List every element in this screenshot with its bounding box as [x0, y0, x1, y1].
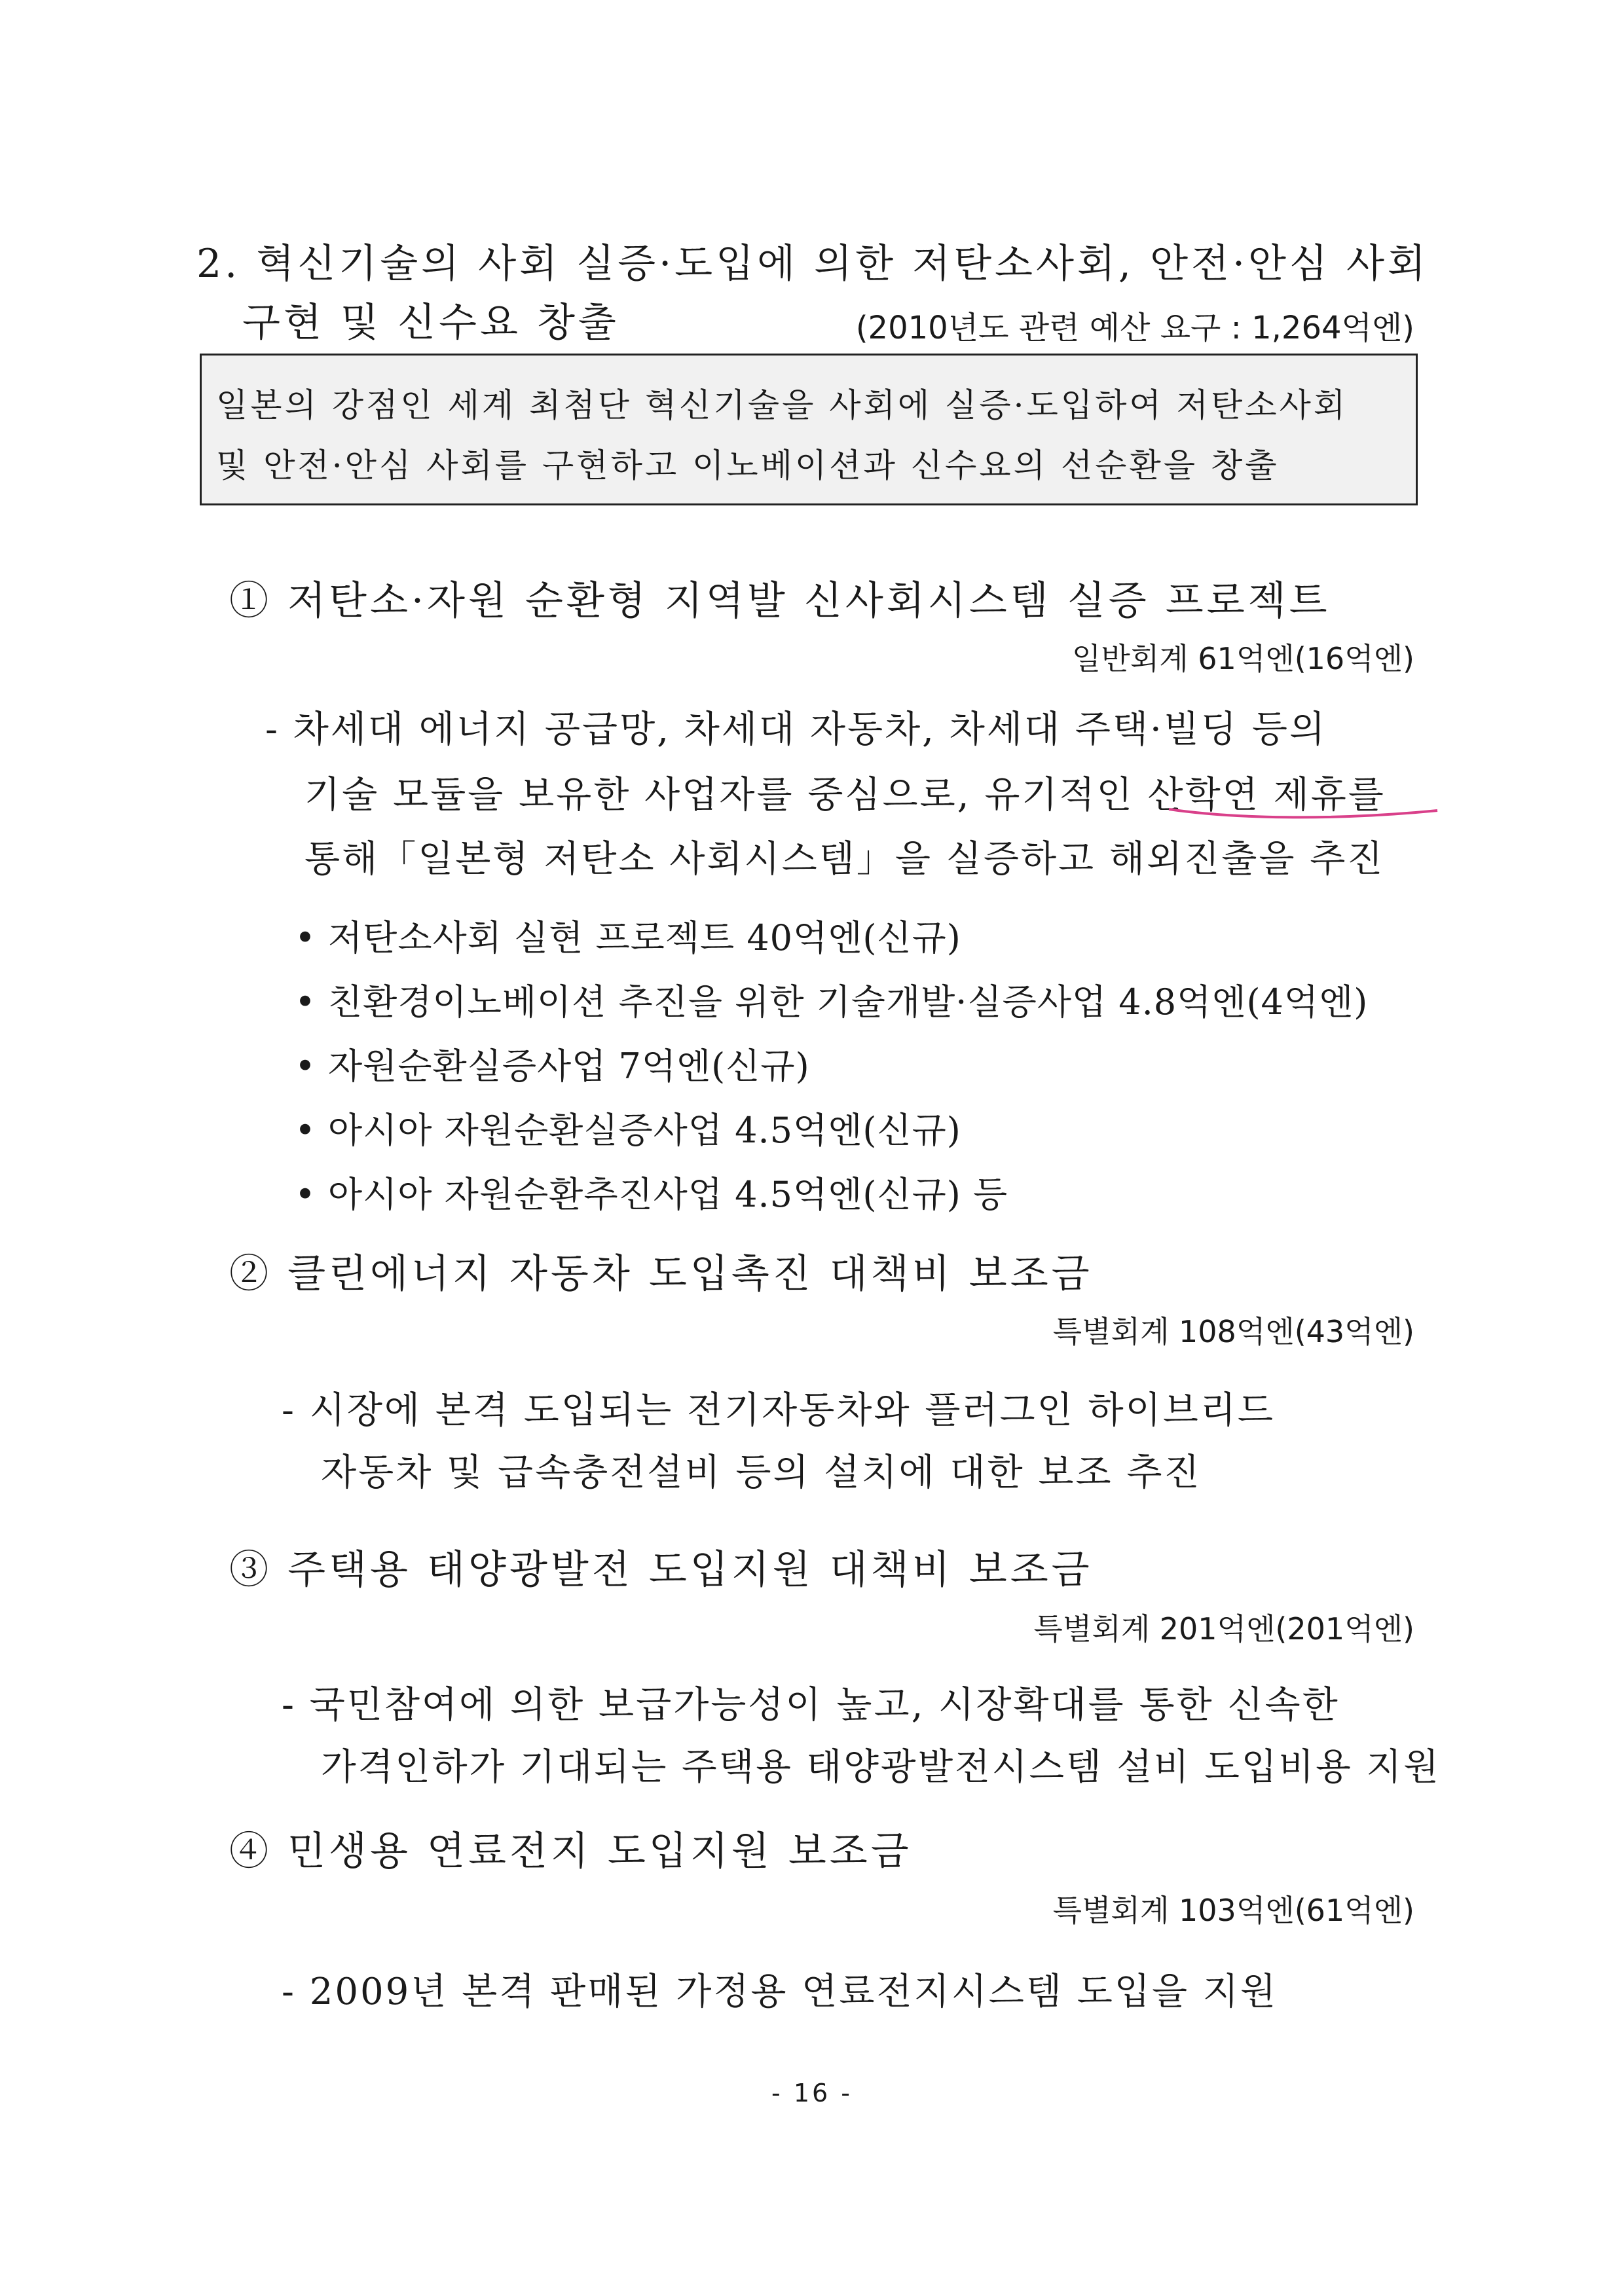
item-2-desc-line2: 자동차 및 급속충전설비 등의 설치에 대한 보조 추진: [321, 1451, 1202, 1494]
item-4-heading: ④ 민생용 연료전지 도입지원 보조금: [229, 1829, 912, 1874]
item-1-bullet-1: • 저탄소사회 실현 프로젝트 40억엔(신규): [295, 917, 961, 958]
item-2-budget: 특별회계 108억엔(43억엔): [1052, 1314, 1414, 1349]
item-2-heading: ② 클린에너지 자동차 도입촉진 대책비 보조금: [229, 1251, 1093, 1297]
page-number: - 16 -: [771, 2079, 853, 2107]
item-4-desc-line1: - 2009년 본격 판매된 가정용 연료전지시스템 도입을 지원: [282, 1971, 1278, 2013]
item-1-bullet-5: • 아시아 자원순환추진사업 4.5억엔(신규) 등: [295, 1174, 1008, 1215]
item-2-desc-line1: - 시장에 본격 도입되는 전기자동차와 플러그인 하이브리드: [282, 1389, 1276, 1432]
item-4-budget: 특별회계 103억엔(61억엔): [1052, 1893, 1414, 1928]
item-1-budget: 일반회계 61억엔(16억엔): [1071, 641, 1414, 676]
summary-box: [200, 354, 1418, 505]
handwritten-underline: [1166, 804, 1441, 824]
section-title-line2: 구현 및 신수요 창출: [242, 300, 619, 346]
section-budget-request: (2010년도 관련 예산 요구 : 1,264억엔): [855, 310, 1414, 346]
summary-line1: 일본의 강점인 세계 최첨단 혁신기술을 사회에 실증·도입하여 저탄소사회: [216, 386, 1348, 424]
item-3-budget: 특별회계 201억엔(201억엔): [1033, 1611, 1414, 1647]
item-3-heading: ③ 주택용 태양광발전 도입지원 대책비 보조금: [229, 1547, 1093, 1593]
item-1-desc-line2: 기술 모듈을 보유한 사업자를 중심으로, 유기적인 산학연 제휴를: [304, 774, 1386, 816]
item-1-heading: ① 저탄소·자원 순환형 지역발 신사회시스템 실증 프로젝트: [229, 578, 1331, 624]
item-1-desc-line3: 통해「일본형 저탄소 사회시스템」을 실증하고 해외진출을 추진: [304, 838, 1385, 881]
item-1-bullet-2: • 친환경이노베이션 추진을 위한 기술개발·실증사업 4.8억엔(4억엔): [295, 981, 1369, 1023]
item-3-desc-line1: - 국민참여에 의한 보급가능성이 높고, 시장확대를 통한 신속한: [282, 1684, 1340, 1726]
item-1-bullet-3: • 자원순환실증사업 7억엔(신규): [295, 1046, 810, 1087]
item-1-desc-line1: - 차세대 에너지 공급망, 차세대 자동차, 차세대 주택·빌딩 등의: [265, 708, 1327, 751]
item-1-bullet-4: • 아시아 자원순환실증사업 4.5억엔(신규): [295, 1110, 961, 1151]
item-3-desc-line2: 가격인하가 기대되는 주택용 태양광발전시스템 설비 도입비용 지원: [321, 1746, 1441, 1789]
summary-line2: 및 안전·안심 사회를 구현하고 이노베이션과 신수요의 선순환을 창출: [216, 446, 1280, 484]
section-title-line1: 2. 혁신기술의 사회 실증·도입에 의한 저탄소사회, 안전·안심 사회: [196, 241, 1429, 287]
